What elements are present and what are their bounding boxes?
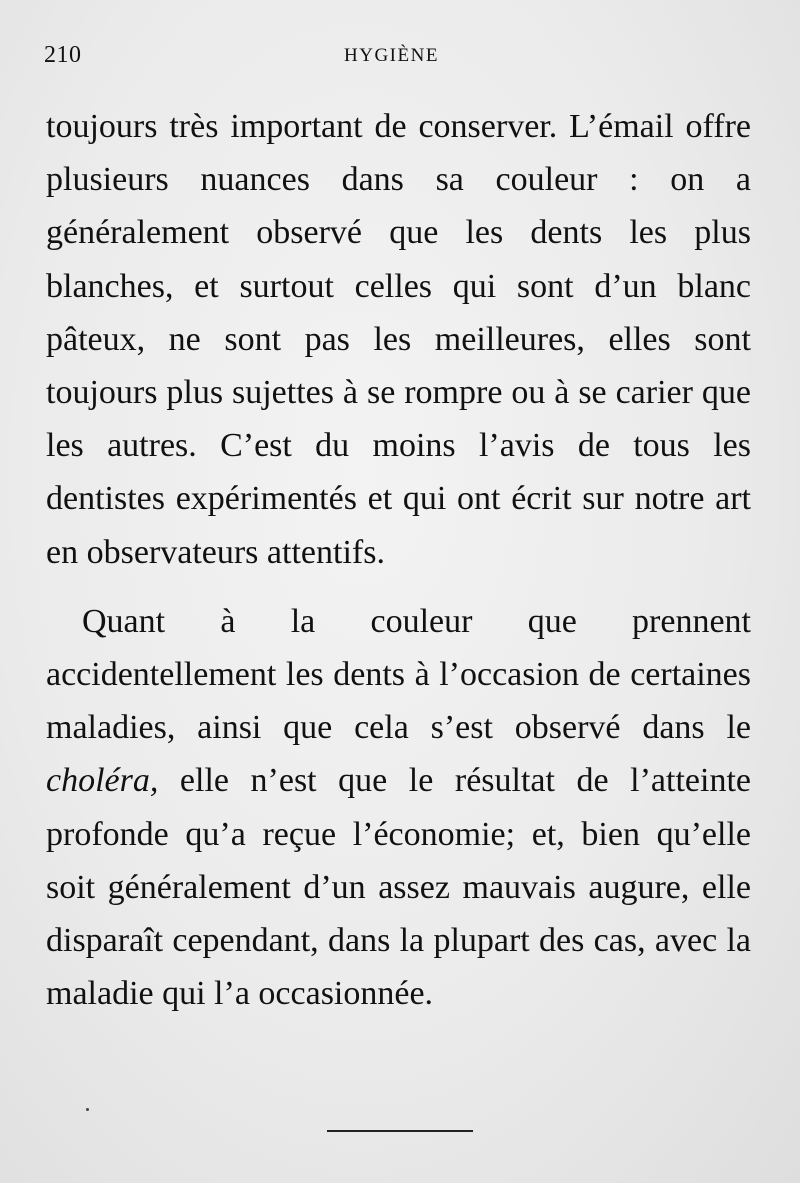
paragraph-2-text-end: elle n’est que le résultat de l’atteinte profonde qu’a reçue l’économie; et, bien qu’elle soit généralement d’un assez mauvais augure, elle disparaît cependant, dans la plupart des cas, avec la maladie qui l’a occasionnée. bbox=[46, 762, 751, 1013]
section-end-rule bbox=[327, 1130, 473, 1132]
paragraph-2 bbox=[46, 595, 751, 1021]
body-text bbox=[46, 100, 751, 1020]
paragraph-1: toujours très important de conserver. L’émail offre plusieurs nuances dans sa couleur : on a généralement observé que les dents les plus blanches, et surtout celles qui sont d’un blanc pâteux, ne sont pas les meilleures, elles sont toujours plus sujettes à se rompre ou à se carier que les autres. C’est du moins l’avis de tous les dentistes expérimentés et qui ont écrit sur notre art en observateurs attentifs. bbox=[46, 108, 751, 571]
page-header bbox=[44, 42, 744, 72]
ink-speck bbox=[86, 1108, 89, 1111]
paragraph-2-italic-term: choléra, bbox=[46, 762, 159, 800]
running-head: HYGIÈNE bbox=[344, 45, 439, 66]
page-number: 210 bbox=[44, 42, 82, 68]
paragraph-2-text-start: Quant à la couleur que prennent accidentellement les dents à l’occasion de certaines maladies, ainsi que cela s’est observé dans le bbox=[46, 602, 751, 747]
